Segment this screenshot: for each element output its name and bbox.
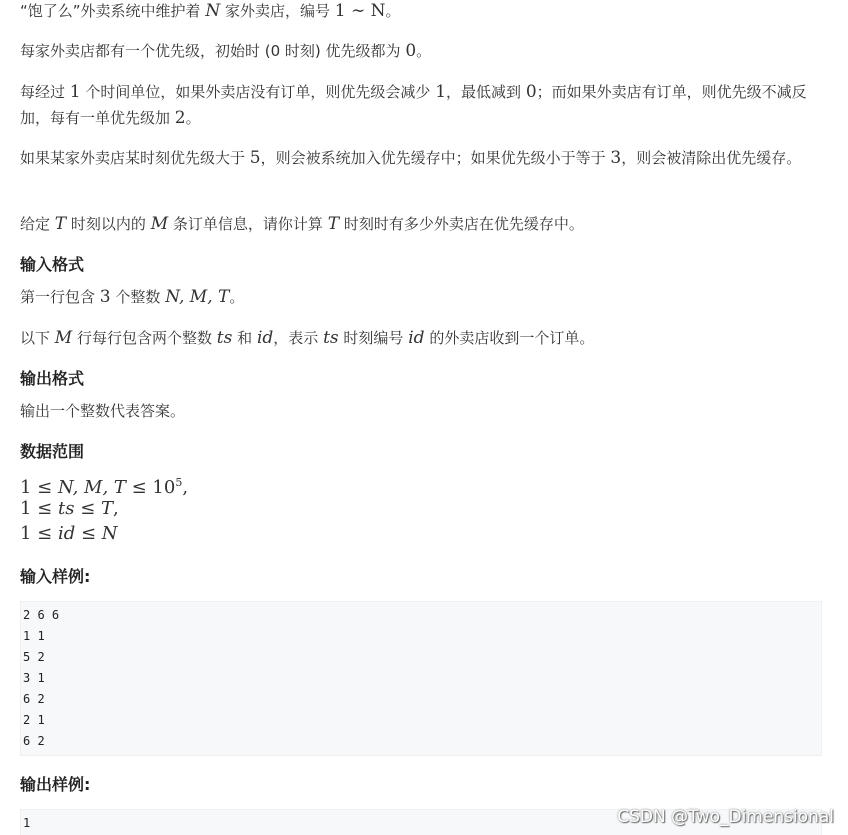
math-text: 1 ≤ xyxy=(20,498,58,519)
text: 行每行包含两个整数 xyxy=(77,329,213,347)
data-range-line2 xyxy=(20,496,119,522)
math-t: T xyxy=(101,498,114,519)
text: “饱了么”外卖系统中维护着 xyxy=(20,2,201,20)
code-line: 1 1 xyxy=(23,629,45,643)
text: 每经过 xyxy=(20,83,66,101)
input-format-heading: 输入格式 xyxy=(20,255,85,274)
math-t: T xyxy=(54,214,67,234)
math-text: 1 ≤ xyxy=(20,523,58,544)
input-format-line1 xyxy=(20,284,822,310)
task-paragraph xyxy=(20,211,822,237)
code-line: 5 2 xyxy=(23,650,45,664)
math-id: id xyxy=(256,328,274,348)
data-range-line3 xyxy=(20,521,118,547)
text: 。 xyxy=(385,2,401,20)
math-five: 5 xyxy=(249,148,261,168)
math-text: , xyxy=(182,477,189,498)
text: ，则会被清除出优先缓存。 xyxy=(621,149,802,167)
input-format-line2 xyxy=(20,325,822,351)
code-line: 6 2 xyxy=(23,692,45,706)
text: ；而如果外卖店有订单，则优先级不减反加，每有一单优先级加 xyxy=(20,83,807,127)
intro-paragraph xyxy=(20,0,822,24)
text: ，则会被系统加入优先缓存中；如果优先级小于等于 xyxy=(260,149,606,167)
math-one: 1 xyxy=(435,82,447,102)
math-nmt: N, M, T xyxy=(165,287,230,307)
math-text: , xyxy=(113,498,119,519)
code-line: 2 1 xyxy=(23,713,45,727)
math-three: 3 xyxy=(610,148,622,168)
math-ts: ts xyxy=(57,498,75,519)
text: 。 xyxy=(416,42,432,60)
sample-output-heading: 输出样例: xyxy=(20,775,91,794)
text: ，表示 xyxy=(273,329,319,347)
text: 家外卖店，编号 xyxy=(224,2,330,20)
code-line: 2 6 6 xyxy=(23,608,60,622)
text: 如果某家外卖店某时刻优先级大于 xyxy=(20,149,246,167)
math-ts: ts xyxy=(323,328,339,348)
text: 每家外卖店都有一个优先级，初始时 (0 时刻) 优先级都为 xyxy=(20,42,401,60)
output-format-heading: 输出格式 xyxy=(20,369,85,388)
math-m: M xyxy=(54,328,73,348)
priority-rule-paragraph xyxy=(20,79,822,131)
math-two: 2 xyxy=(174,108,186,128)
math-n: N xyxy=(205,1,221,21)
sample-input-heading: 输入样例: xyxy=(20,567,91,586)
text: 第一行包含 xyxy=(20,288,96,306)
text: 时刻编号 xyxy=(343,329,404,347)
math-zero: 0 xyxy=(405,41,417,61)
output-format-text: 输出一个整数代表答案。 xyxy=(20,402,186,420)
math-three: 3 xyxy=(99,287,111,307)
text: 和 xyxy=(237,329,253,347)
code-line: 3 1 xyxy=(23,671,45,685)
text: 时刻以内的 xyxy=(70,215,146,233)
text: ，最低减到 xyxy=(446,83,522,101)
math-text: ≤ xyxy=(74,498,101,519)
cache-rule-paragraph xyxy=(20,145,822,171)
text: 以下 xyxy=(20,329,51,347)
text: 个时间单位，如果外卖店没有订单，则优先级会减少 xyxy=(85,83,431,101)
math-text: ≤ 10 xyxy=(125,477,176,498)
text: 。 xyxy=(229,288,245,306)
math-one: 1 xyxy=(69,82,81,102)
text: 条订单信息，请你计算 xyxy=(172,215,323,233)
math-range: 1 ∼ N xyxy=(334,1,386,21)
math-nmt: N, M, T xyxy=(57,477,126,498)
math-text: ≤ xyxy=(75,523,102,544)
math-m: M xyxy=(150,214,169,234)
math-n: N xyxy=(101,523,118,544)
exponent: 5 xyxy=(175,476,183,489)
code-line: 6 2 xyxy=(23,734,45,748)
data-range-heading: 数据范围 xyxy=(20,442,85,461)
math-id: id xyxy=(408,328,425,348)
watermark: CSDN @Two_Dimensional xyxy=(617,807,834,827)
text: 时刻时有多少外卖店在优先缓存中。 xyxy=(343,215,584,233)
code-line: 1 xyxy=(23,816,31,830)
text: 个整数 xyxy=(115,288,161,306)
priority-init-paragraph xyxy=(20,38,822,64)
math-ts: ts xyxy=(216,328,233,348)
text: 。 xyxy=(185,109,201,127)
math-zero: 0 xyxy=(525,82,537,102)
math-text: 1 ≤ xyxy=(20,477,58,498)
text: 的外卖店收到一个订单。 xyxy=(429,329,595,347)
math-t: T xyxy=(327,214,340,234)
math-id: id xyxy=(57,523,76,544)
text: 给定 xyxy=(20,215,51,233)
sample-input-codeblock[interactable] xyxy=(20,601,822,756)
